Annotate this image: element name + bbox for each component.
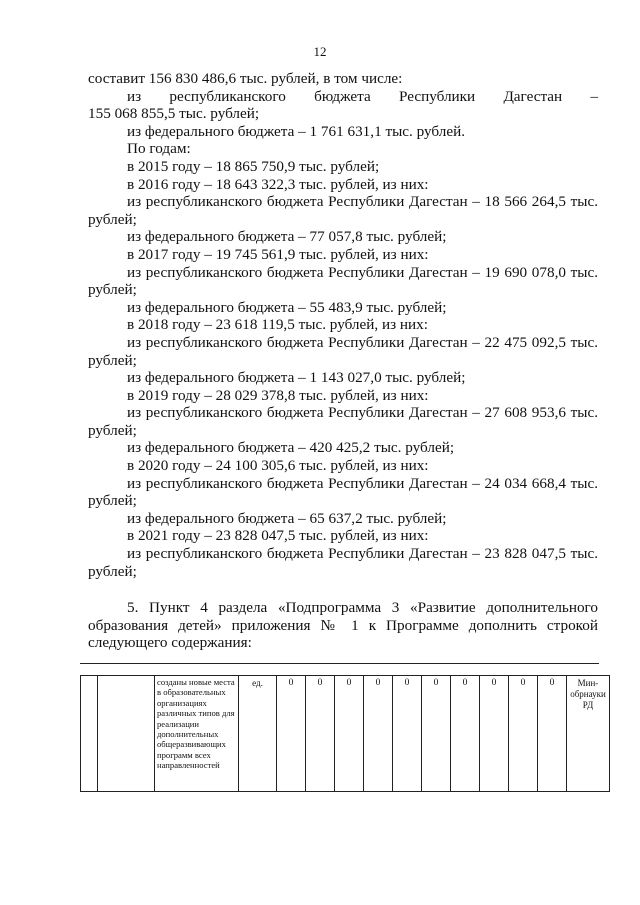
document-body [88,70,598,652]
table-cell-unit: ед. [239,676,277,792]
text-line: из республиканского бюджета Республики Дагестан – 23 828 047,5 тыс. [127,545,598,563]
table-cell-empty [98,676,155,792]
table-cell-value: 0 [277,676,306,792]
text-line: из федерального бюджета – 77 057,8 тыс. рублей; [127,228,447,246]
text-line: составит 156 830 486,6 тыс. рублей, в том числе: [88,70,403,87]
text-line: из федерального бюджета – 1 143 027,0 тыс. рублей; [127,369,466,387]
table-cell-description: созданы новые места в образовательных организациях различных типов для реализации дополнительных общеразвивающих программ всех направленностей [155,676,239,792]
table-cell-value: 0 [306,676,335,792]
text-line: 155 068 855,5 тыс. рублей; [88,105,260,123]
paragraph-gap [88,580,598,599]
text-line: из федерального бюджета – 420 425,2 тыс. рублей; [127,439,455,457]
table-cell-value: 0 [538,676,567,792]
paragraph-5-line: 5. Пункт 4 раздела «Подпрограмма 3 «Развитие дополнительного [127,599,598,617]
text-line: в 2021 году – 23 828 047,5 тыс. рублей, из них: [127,527,429,545]
text-line: рублей; [88,281,137,299]
table-row [81,676,610,792]
text-line: в 2018 году – 23 618 119,5 тыс. рублей, из них: [127,316,428,334]
table-cell-value: 0 [364,676,393,792]
text-line: рублей; [88,492,137,510]
table-cell-value: 0 [393,676,422,792]
text-line: в 2017 году – 19 745 561,9 тыс. рублей, из них: [127,245,429,263]
text-line: из республиканского бюджета Республики Дагестан – 27 608 953,6 тыс. [127,404,598,422]
text-line: из федерального бюджета – 1 761 631,1 тыс. рублей. [127,122,466,140]
text-line: из республиканского бюджета Республики Дагестан – 19 690 078,0 тыс. [127,263,598,281]
page-number: 12 [313,44,327,59]
text-line: рублей; [88,562,137,580]
table-cell-value: 0 [422,676,451,792]
table-cell-number [81,676,98,792]
paragraph-5 [88,599,598,652]
text-line: из республиканского бюджета Республики Дагестан – 22 475 092,5 тыс. [127,333,598,351]
paragraph-5-line: образования детей» приложения № 1 к Программе дополнить строкой [88,616,598,634]
text-line: рублей; [88,351,137,369]
text-line: в 2015 году – 18 865 750,9 тыс. рублей; [127,157,380,175]
text-line: рублей; [88,421,137,439]
text-line: рублей; [88,210,137,228]
text-line: из федерального бюджета – 55 483,9 тыс. рублей; [127,298,447,316]
table-cell-value: 0 [480,676,509,792]
text-line: в 2020 году – 24 100 305,6 тыс. рублей, из них: [127,457,429,475]
table-cell-value: 0 [451,676,480,792]
insert-table [80,675,610,792]
text-line: из федерального бюджета – 65 637,2 тыс. рублей; [127,509,447,527]
text-line: из республиканского бюджета Республики Дагестан – 18 566 264,5 тыс. [127,193,598,211]
table-top-rule [80,663,599,664]
text-line: в 2016 году – 18 643 322,3 тыс. рублей, из них: [127,175,429,193]
table-cell-executor: Мин-обрнауки РД [567,676,610,792]
text-line: из республиканского бюджета Республики Дагестан – 24 034 668,4 тыс. [127,474,598,492]
text-line: По годам: [127,140,191,158]
paragraph-5-line: следующего содержания: [88,634,252,652]
table-cell-value: 0 [335,676,364,792]
text-line: из республиканского бюджета Республики Дагестан – [127,87,598,105]
text-line: в 2019 году – 28 029 378,8 тыс. рублей, из них: [127,386,429,404]
table-cell-value: 0 [509,676,538,792]
